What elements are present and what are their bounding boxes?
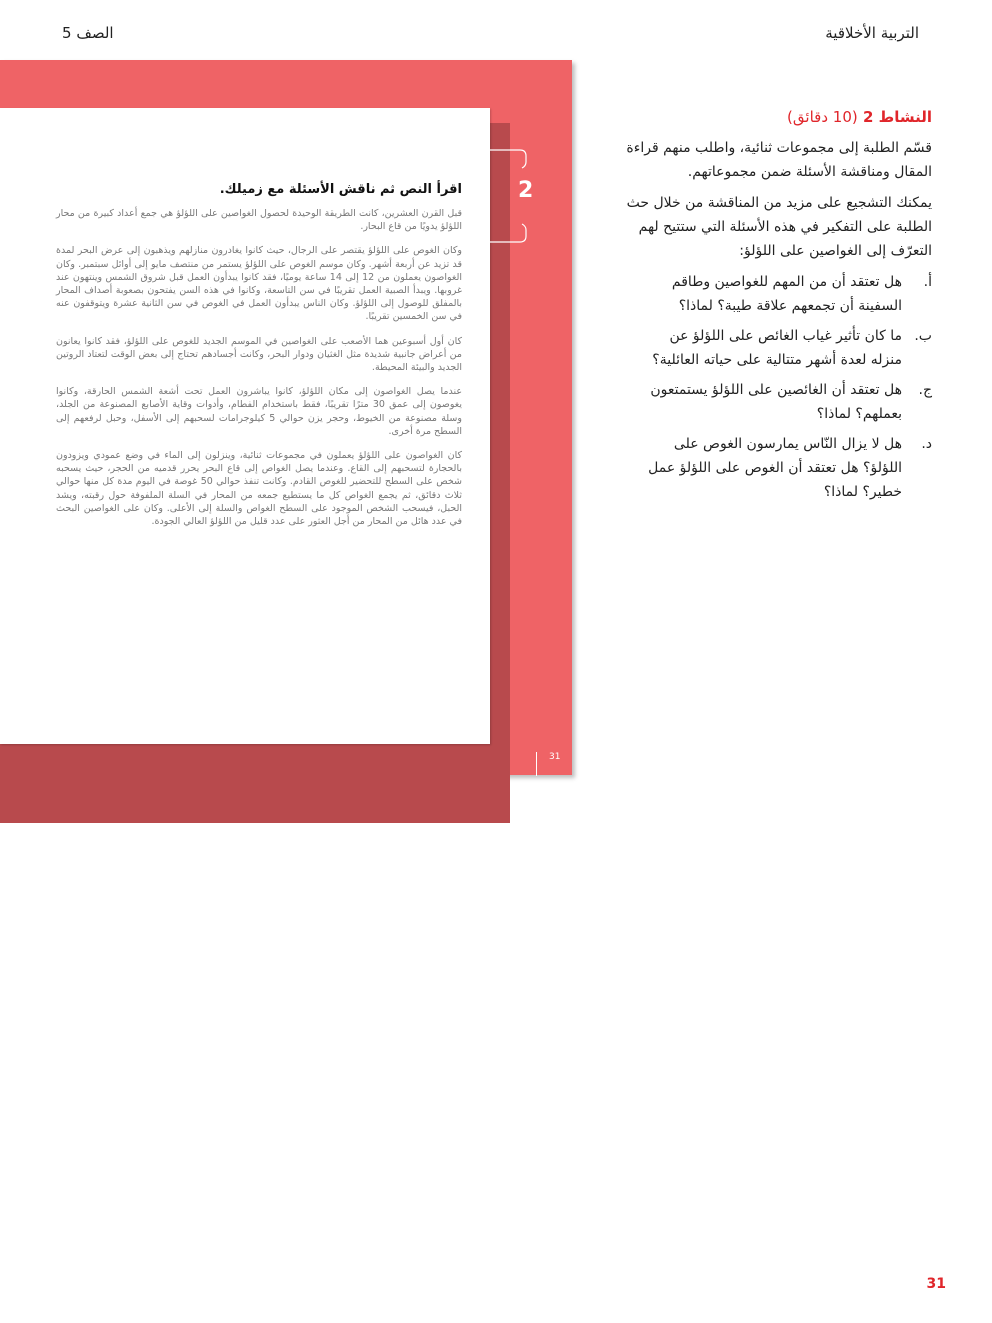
question-item (604, 324, 932, 372)
question-item (604, 432, 932, 504)
grade-header: الصف 5 (62, 24, 114, 42)
student-page-title: اقرأ النص ثم ناقش الأسئلة مع زميلك. (219, 182, 462, 197)
teacher-notes (604, 108, 932, 510)
student-page (0, 108, 490, 744)
question-text: هل تعتقد أن الغائصين على اللؤلؤ يستمتعون بعملهم؟ لماذا؟ (650, 382, 902, 422)
activity-duration: (10 دقائق) (787, 108, 858, 126)
question-item (604, 378, 932, 426)
student-page-panel (0, 60, 572, 775)
student-page-content (56, 182, 462, 539)
question-marker: ب. (914, 328, 932, 344)
activity-label: النشاط 2 (862, 108, 932, 126)
encourage-paragraph: يمكنك التشجيع على مزيد من المناقشة من خلال حث الطلبة على التفكير في هذه الأسئلة التي ستتيح لهم التعرّف إلى الغواصين على اللؤلؤ: (626, 195, 932, 259)
activity-number: 2 (518, 178, 534, 203)
student-paragraph: قبل القرن العشرين، كانت الطريقة الوحيدة لحصول الغواصين على اللؤلؤ هي جمع أعداد كبيرة من محار اللؤلؤ يدويًا من قاع البحار. (56, 208, 462, 233)
student-paragraph: وكان الغوص على اللؤلؤ يقتصر على الرجال، حيث كانوا يغادرون منازلهم ويذهبون إلى عرض البحر لمدة قد تزيد عن أربعة أشهر. وكان موسم الغوص على اللؤلؤ يستمر من منتصف مايو إلى أوائل سبتمبر. وكان الغواصون يعملون من 12 إلى 14 ساعة يوميًا، فقد كانوا يبدأون العمل قبل شروق الشمس وينتهون عند غروبها. ويبدأ الصبية العمل تقريبًا في سن التاسعة، وكانوا في هذه السن يفتحون بصعوبة أصداف المحار بالمفلق للوصول إلى اللؤلؤ. وكان الناس يبدأون العمل في الغوص في سن الثانية عشرة ويتوقفون عنه في سن الخمسين تقريبًا. (56, 245, 462, 323)
question-item (604, 270, 932, 318)
question-marker: أ. (923, 274, 932, 290)
question-marker: د. (921, 436, 932, 452)
student-paragraph: كان أول أسبوعين هما الأصعب على الغواصين في الموسم الجديد للغوص على اللؤلؤ، فقد كانوا يعانون من أعراض جانبية شديدة مثل الغثيان ودوار البحر، وكانت أجسادهم تحتاج إلى بعض الوقت لتعتاد الروتين الجديد والبيئة المحيطة. (56, 335, 462, 374)
activity-heading (604, 108, 932, 126)
question-list (604, 270, 932, 504)
student-page-number: 31 (549, 752, 561, 762)
question-text: هل تعتقد أن من المهم للغواصين وطاقم السفينة أن تجمعهم علاقة طيبة؟ لماذا؟ (671, 274, 902, 314)
intro-paragraph: قسّم الطلبة إلى مجموعات ثنائية، واطلب منهم قراءة المقال ومناقشة الأسئلة ضمن مجموعاتهم. (626, 140, 932, 180)
question-text: هل لا يزال النّاس يمارسون الغوص على اللؤلؤ؟ هل تعتقد أن الغوص على اللؤلؤ عمل خطير؟ لماذا؟ (648, 436, 902, 500)
page-number: 31 (926, 1276, 946, 1292)
student-paragraph: عندما يصل الغواصون إلى مكان اللؤلؤ، كانوا يباشرون العمل تحت أشعة الشمس الحارقة، وكانوا يغوصون إلى عمق 30 مترًا تقريبًا، فقط باستخدام الفطام، وأدوات وقاية الأصابع المصنوعة من الجلد، وسلة مصنوعة من الخيوط، وحجر يزن حوالي 5 كيلوجرامات لسحبهم إلى الأسفل، وحبل لرفعهم إلى السطح مرة أخرى. (56, 386, 462, 437)
question-text: ما كان تأثير غياب الغائص على اللؤلؤ عن منزله لعدة أشهر متتالية على حياته العائلية؟ (652, 328, 902, 368)
page-divider (536, 752, 537, 776)
subject-header: التربية الأخلاقية (825, 24, 919, 42)
student-paragraph: كان الغواصون على اللؤلؤ يعملون في مجموعات ثنائية، وينزلون إلى الماء في وضع عمودي ويزودون بالحجارة لتسحبهم إلى القاع. وعندما يصل الغواص إلى قاع البحر يحرر قدميه من الحجر، حيث يسحبه شخص على السطح للتحضير للغوص القادم. وكانت تنفذ حوالي 50 غوصة في اليوم مدة كل منها حوالي ثلاث دقائق، ثم يجمع الغواص كل ما يستطيع جمعه من المحار في السلة الملفوفة حول رقبته، ويشد الحبل، فيسحب الشخص الموجود على السطح الغواص والسلة إلى الأعلى. وكان على الغواصين البحث في عدد هائل من المحار من أجل العثور على عدد قليل من اللؤلؤ العالي الجودة. (56, 450, 463, 528)
question-marker: ج. (918, 382, 932, 398)
